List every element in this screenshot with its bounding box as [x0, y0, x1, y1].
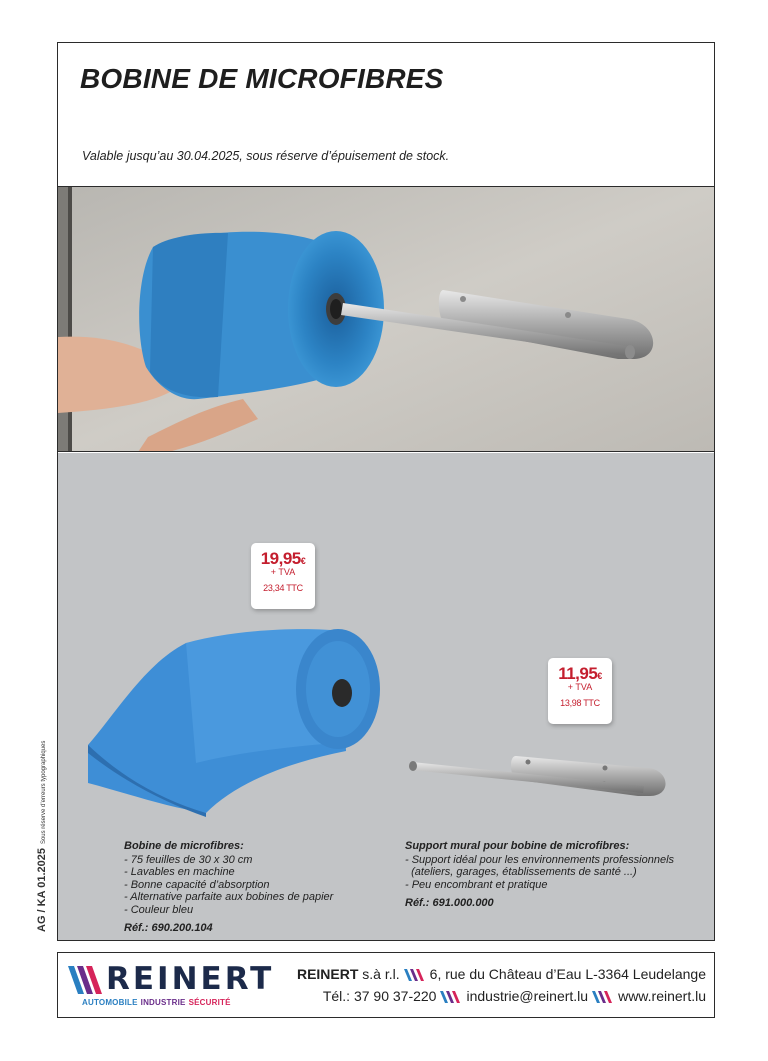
price-ttc-holder: 13,98 TTC [560, 698, 600, 708]
header [58, 43, 714, 187]
price-tag-holder [548, 658, 612, 724]
price-tva-roll: + TVA [270, 567, 296, 577]
page-title: BOBINE DE MICROFIBRES [80, 63, 444, 94]
logo-wordmark: REINERT [106, 961, 275, 997]
hero-photo [58, 187, 714, 452]
typo-disclaimer: Sous réserve d’erreurs typographiques [41, 740, 47, 845]
hero-photo-illustration [58, 187, 714, 452]
list-item: - Bonne capacité d’absorption [124, 878, 270, 891]
list-item: - Support idéal pour les environnements professionnels [405, 853, 675, 866]
phone: Tél.: 37 90 37-220 [322, 988, 437, 1004]
wall-holder-image [408, 746, 673, 800]
reinert-logo [68, 961, 275, 1011]
roll-ref: Réf.: 690.200.104 [124, 922, 213, 934]
contact-line [297, 985, 706, 1007]
currency-symbol: € [300, 556, 306, 566]
roll-name: Bobine de microfibres: [124, 840, 244, 852]
website-link[interactable]: www.reinert.lu [618, 988, 706, 1004]
price-ttc-roll: 23,34 TTC [263, 583, 303, 593]
list-item: - Peu encombrant et pratique [405, 878, 548, 891]
price-roll: 19,95 [260, 549, 301, 568]
email-link[interactable]: industrie@reinert.lu [466, 988, 589, 1004]
holder-description [405, 840, 674, 910]
validity-note: Valable jusqu’au 30.04.2025, sous réserve d’épuisement de stock. [82, 149, 450, 163]
price-tag-roll [251, 543, 315, 609]
separator-stripes-icon [592, 991, 614, 1003]
address-line [297, 963, 706, 985]
footer [57, 952, 715, 1018]
logo-stripes-icon [68, 966, 108, 994]
logo-tagline: AUTOMOBILE INDUSTRIE SÉCURITÉ [82, 998, 231, 1007]
list-item: - 75 feuilles de 30 x 30 cm [124, 853, 253, 866]
products-panel [58, 453, 714, 940]
side-note [36, 741, 48, 932]
holder-features [405, 854, 674, 892]
company-address: 6, rue du Château d’Eau L-3364 Leudelange [429, 966, 706, 982]
price-tva-holder: + TVA [567, 682, 593, 692]
list-item: - Lavables en machine [124, 866, 235, 878]
roll-description [124, 840, 333, 935]
holder-name: Support mural pour bobine de microfibres: [405, 840, 630, 852]
separator-stripes-icon [404, 969, 426, 981]
roll-features [124, 854, 333, 917]
list-item: (ateliers, garages, établissements de santé ...) [405, 866, 637, 878]
price-holder: 11,95 [558, 664, 598, 683]
microfiber-roll-image [86, 623, 386, 823]
contact-block [297, 963, 706, 1007]
separator-stripes-icon [440, 991, 462, 1003]
flyer-frame [57, 42, 715, 941]
list-item: - Couleur bleu [124, 903, 194, 916]
holder-ref: Réf.: 691.000.000 [405, 897, 494, 909]
catalog-code: AG / KA 01.2025 [36, 848, 48, 932]
currency-symbol: € [597, 671, 602, 681]
list-item: - Alternative parfaite aux bobines de papier [124, 891, 334, 903]
company-name: REINERT [296, 966, 359, 982]
company-suffix: s.à r.l. [362, 966, 400, 982]
